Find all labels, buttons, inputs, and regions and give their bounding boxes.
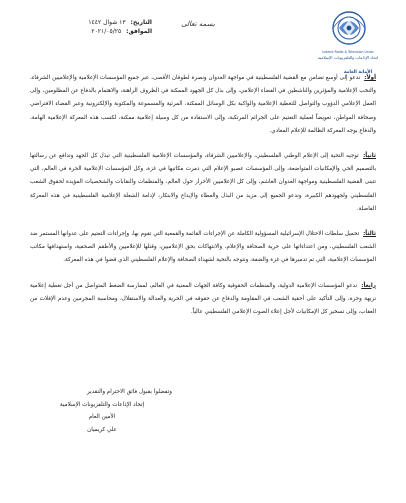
- general-secretariat-tag: الأمانة العامة: [343, 70, 373, 75]
- date-value: ١٣ شوال ١٤٤٢: [88, 19, 126, 26]
- signatory-name: علي كريميان: [87, 426, 117, 433]
- date-label: التاريخ:: [130, 19, 152, 26]
- paragraph-3: [30, 228, 376, 268]
- signatory-organization: إتحاد الإذاعات والتلفزيونات الإسلامية: [59, 401, 145, 408]
- paragraph-number: رابعاً:: [361, 282, 376, 289]
- gregorian-label: الموافق:: [126, 28, 152, 35]
- paragraph-text: ندعو إلى أوسع تضامن مع القضية الفلسطينية في مواجهة العدوان ونصرة لطوفان الأقصى، عبر جميع المؤسسات الإعلامية والإعلاميين الشرفاء، والنخب الإعلامية والمؤثرين والناشطين في الفضاء الإعلامي، وإلى بذل كل الجهود الممكنة في الظروف الراهنة، والاهتمام بالدفاع عن المظلومين، وإلى العمل الإعلامي الدؤوب والتواصل للتغطية الإعلامية والواكبة بكل الوسائل الممكنة، المرئية والمسموعة والمكتوبة والإلكترونية وعبر الفضاء الافتراضي وصحافة المواطن، تعويضاً لعملية التعتيم على الجرائم المرتكبة، وإلى الاستفادة من كل وسيلة إعلامية ممكنة، لكسب هذه المعركة الإعلامية الهامة، والدفاع بوجه المعركة الظالمة للإعلام المعادي.: [30, 75, 376, 134]
- paragraph-number: أولاً:: [364, 75, 376, 81]
- organization-name-en: Islamic Radio & Television Union: [322, 50, 374, 54]
- paragraph-number: ثالثاً:: [363, 231, 376, 238]
- paragraph-text: توجيه التحية إلى الإعلام الوطني الفلسطيني، والإعلاميين الشرفاء، والمؤسسات الإعلامية الفلسطينية التي تبذل كل الجهد وتدافع عن رسالتها بالتصميم الحي والإمكانيات المتواضعة، وإلى المؤسسات عصبو الإعلام التي دمرت مكاتبها في غزة، وكل المؤسسات الإعلامية الحرة في العالم، التي تتبنى القضية الفلسطينية ومواجهة العدوان الغاشم، وإلى كل الإعلاميين الأحرار حول العالم، والمنظمات والنقابات والشخصيات المؤيدة لحقوق الشعب الفلسطيني ولجهودهم الكبيرة، وندعو الجميع إلى مزيد من البذل والعطاء والإبداع والابتكار، لإدامة الشعلة الإعلامية الفلسطينية في هذه المعركة الفاصلة.: [30, 153, 376, 212]
- letter-body: [30, 72, 376, 331]
- paragraph-number: ثانياً:: [363, 153, 376, 160]
- hijri-date-row: [64, 18, 152, 27]
- organization-logo-icon: [325, 8, 373, 52]
- signature-block: [32, 386, 172, 436]
- organization-name-ar: اتحاد الإذاعات والتلفزيونات الإسلامية: [317, 55, 379, 60]
- paragraph-4: [30, 280, 376, 320]
- date-block: [64, 18, 152, 36]
- basmala-heading: بسمه تعالى: [181, 20, 215, 28]
- gregorian-value: ٢٠٢١/٠٥/٢٥: [91, 28, 122, 35]
- signatory-title: الأمين العام: [88, 414, 116, 421]
- gregorian-date-row: [64, 27, 152, 36]
- paragraph-1: [30, 72, 376, 138]
- closing-line: وتفضلوا بقبول فائق الاحترام والتقدير: [86, 389, 172, 395]
- paragraph-text: تحميل سلطات الاحتلال الإسرائيلية المسؤولية الكاملة عن الإجراءات القائمة والقمعية التي تقوم بها، وإجراءات التعتيم على عدوانها المستمر ضد الشعب الفلسطيني، ومن اعتداءاتها على حرية الصحافة والإعلام، والانتهاكات بحق الإعلاميين، وقتلها للإعلاميين والأطقم الصحفية، واستهدافها مكاتب المؤسسات الإعلامية، التي تم تدميرها في غزة والضفة، ونتوجه بالتحية لشهداء الصحافة والإعلام الفلسطيني الذي قضوا في هذه المعركة.: [30, 231, 376, 264]
- paragraph-text: ندعو المؤسسات الإعلامية الدولية، والمنظمات الحقوقية وكافة الجهات المعنية في العالم، لممارسة الضغط المتواصل من أجل تغطية إعلامية نزيهة وحرة، وإلى التأكيد على أحقية الشعب في المقاومة والدفاع عن حقوقه في الحرية والعدالة والاستقلال، ومحاسبة المجرمين وعدم الإفلات من العقاب، وإلى تسخير كل الإمكانيات لأجل إعلاء الصوت الإعلامي الفلسطيني عالياً.: [30, 282, 376, 316]
- paragraph-2: [30, 150, 376, 216]
